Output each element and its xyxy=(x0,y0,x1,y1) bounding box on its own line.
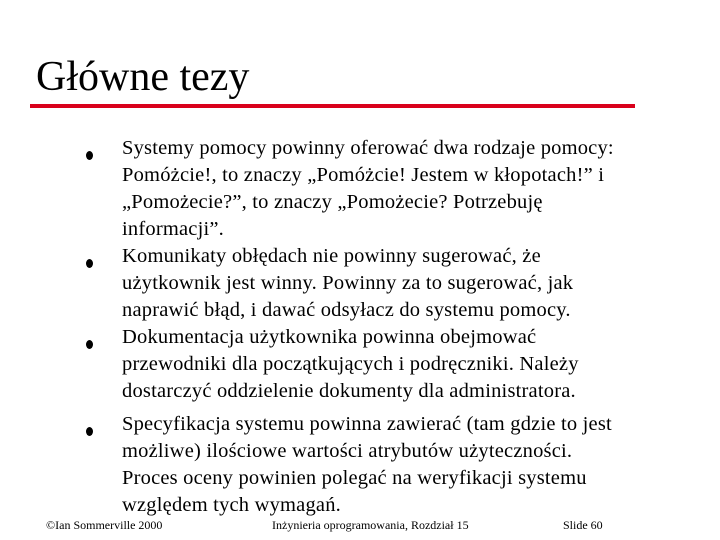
bullet-line: Systemy pomocy powinny oferować dwa rodzaje pomocy: xyxy=(122,137,614,159)
bullet-line: względem tych wymagań. xyxy=(122,494,342,516)
bullet-dot-icon xyxy=(86,151,93,160)
bullet-line: „Pomożecie?”, to znaczy „Pomożecie? Potrzebuję xyxy=(122,191,543,213)
bullet-line: przewodniki dla początkujących i podręczniki. Należy xyxy=(122,353,579,375)
title-underline xyxy=(30,104,635,108)
bullet-line: możliwe) ilościowe wartości atrybutów użyteczności. xyxy=(122,440,573,462)
bullet-text xyxy=(122,135,697,243)
bullet-line: użytkownik jest winny. Powinny za to sugerować, jak xyxy=(122,272,574,294)
bullet-line: Dokumentacja użytkownika powinna obejmować xyxy=(122,326,537,348)
bullet-dot-icon xyxy=(86,427,93,436)
slide-title: Główne tezy xyxy=(36,54,250,100)
title-underline-bar xyxy=(30,104,635,108)
bullet-line: naprawić błąd, i dawać odsyłacz do systemu pomocy. xyxy=(122,299,571,321)
bullet-dot-icon xyxy=(86,340,93,349)
footer-copyright: ©Ian Sommerville 2000 xyxy=(46,518,163,532)
bullet-line: informacji”. xyxy=(122,218,225,240)
bullet-text xyxy=(122,411,697,519)
bullet-line: dostarczyć oddzielenie dokumenty dla administratora. xyxy=(122,380,576,402)
bullet-text xyxy=(122,243,697,324)
bullet-line: Specyfikacja systemu powinna zawierać (tam gdzie to jest xyxy=(122,413,612,435)
bullet-dot-icon xyxy=(86,259,93,268)
bullet-line: Pomóżcie!, to znaczy „Pomóżcie! Jestem w kłopotach!” i xyxy=(122,164,605,186)
footer-course-title: Inżynieria oprogramowania, Rozdział 15 xyxy=(272,518,469,532)
bullet-line: Proces oceny powinien polegać na weryfikacji systemu xyxy=(122,467,587,489)
bullet-text xyxy=(122,324,697,405)
footer-slide-number: Slide 60 xyxy=(563,518,603,532)
bullet-line: Komunikaty obłędach nie powinny sugerować, że xyxy=(122,245,541,267)
